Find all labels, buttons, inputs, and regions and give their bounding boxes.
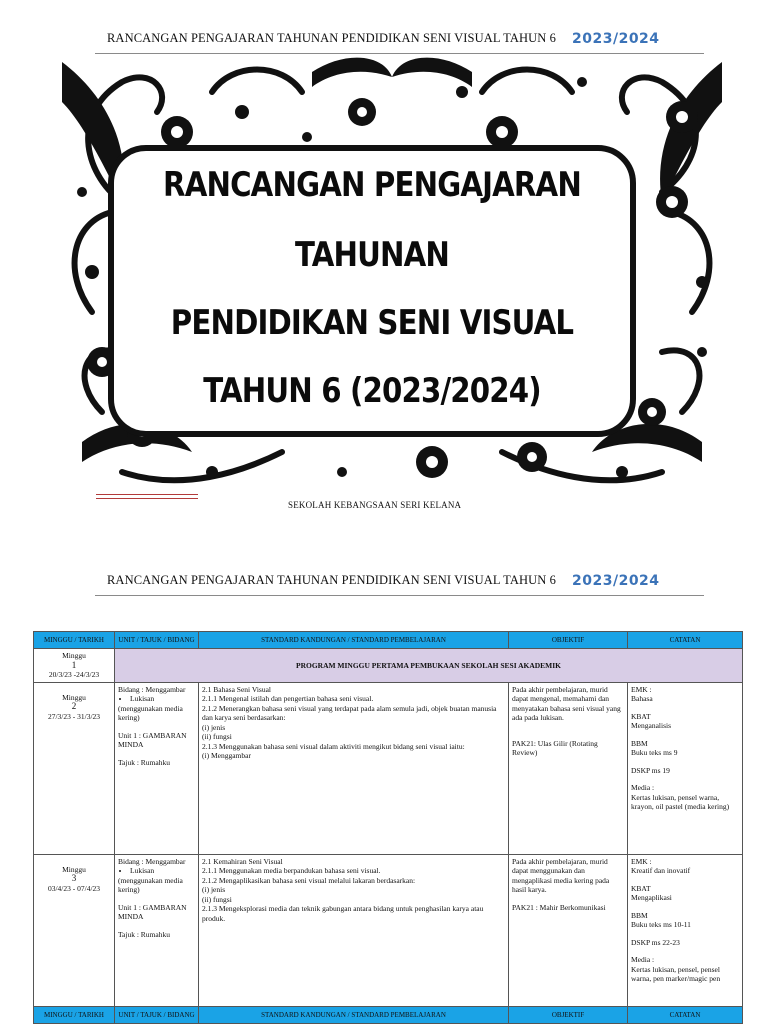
standard-line: 2.1 Kemahiran Seni Visual (202, 856, 283, 866)
table-row (34, 854, 743, 1006)
decorative-red-line (96, 494, 198, 499)
cover-title-line-2: TAHUNAN (294, 235, 450, 275)
note-line: BBM (631, 738, 648, 748)
standard-line: 2.1.1 Menggunakan media berpandukan bahasa seni visual. (202, 866, 381, 875)
unit-title: Unit 1 : GAMBARAN MINDA (118, 730, 187, 749)
col-header-standard: STANDARD KANDUNGAN / STANDARD PEMBELAJARAN (199, 632, 509, 649)
note-line: Media : (631, 955, 655, 964)
table-row (34, 649, 743, 683)
header-title: RANCANGAN PENGAJARAN TAHUNAN PENDIDIKAN SENI VISUAL TAHUN 6 (107, 573, 556, 587)
bullet-note: (menggunakan media kering) (118, 875, 183, 894)
objective-text: Pada akhir pembelajaran, murid dapat mengenal, memahami dan menyatakan bahasa seni visual yang ada pada lukisan. (512, 684, 621, 722)
week-number: 1 (71, 659, 77, 670)
school-name: SEKOLAH KEBANGSAAN SERI KELANA (288, 500, 462, 510)
objective-cell (509, 854, 628, 1006)
note-line: Kreatif dan inovatif (631, 866, 691, 875)
standard-line: 2.1.3 Mengeksplorasi media dan teknik gabungan antara bidang untuk penghasilan karya atau produk. (202, 904, 484, 923)
note-line: DSKP ms 19 (631, 765, 670, 775)
note-line: KBAT (631, 883, 651, 893)
week-label: Minggu (62, 692, 86, 702)
cover-title-line-1: RANCANGAN PENGAJARAN (163, 165, 581, 205)
lesson-plan-table (33, 631, 743, 1024)
col-header-unit: UNIT / TAJUK / BIDANG (115, 632, 199, 649)
week-dates: 03/4/23 - 07/4/23 (47, 883, 101, 893)
header-year: 2023/2024 (572, 31, 660, 47)
cover-title-line-3: PENDIDIKAN SENI VISUAL (170, 303, 574, 343)
week-label: Minggu (62, 864, 86, 874)
note-line: KBAT (631, 711, 651, 721)
table-header-row (34, 632, 743, 649)
standard-line: (ii) fungsi (202, 732, 232, 741)
objective-cell (509, 682, 628, 854)
col-header-notes: CATATAN (628, 632, 743, 649)
col-header-week: MINGGU / TARIKH (34, 1006, 115, 1023)
col-header-objective: OBJEKTIF (509, 632, 628, 649)
standard-line: (i) Menggambar (202, 751, 251, 760)
program-cell: PROGRAM MINGGU PERTAMA PEMBUKAAN SEKOLAH SESI AKADEMIK (115, 649, 743, 683)
standard-cell (199, 682, 509, 854)
standard-line: (ii) fungsi (202, 894, 232, 904)
standard-line: 2.1.2 Menerangkan bahasa seni visual yang terdapat pada alam semula jadi, objek buatan manusia dan karya seni berdasarkan: (202, 703, 497, 722)
week-dates: 27/3/23 - 31/3/23 (47, 711, 101, 721)
note-line: EMK : (631, 856, 652, 866)
notes-cell (628, 854, 743, 1006)
note-line: Mengaplikasi (631, 893, 672, 902)
pak21-text: PAK21: Ulas Gilir (Rotating Review) (512, 738, 598, 757)
bidang: Bidang : Menggambar (118, 684, 186, 694)
note-line: Kertas lukisan, pensel, pensel warna, pen marker/magic pen (631, 964, 721, 983)
notes-cell (628, 682, 743, 854)
header-rule (95, 595, 704, 596)
table-header-row-repeat (34, 1006, 743, 1023)
page-header-2 (0, 571, 768, 611)
standard-line: 2.1.3 Menggunakan bahasa seni visual dalam aktiviti mengikut bidang seni visual iaitu: (202, 741, 465, 751)
week-cell (34, 682, 115, 854)
bidang: Bidang : Menggambar (118, 856, 186, 866)
header-year: 2023/2024 (572, 573, 660, 589)
bullet-item: • Lukisan (130, 694, 195, 704)
standard-line: (i) jenis (202, 722, 226, 732)
unit-cell (115, 854, 199, 1006)
standard-line: 2.1 Bahasa Seni Visual (202, 684, 271, 694)
col-header-standard: STANDARD KANDUNGAN / STANDARD PEMBELAJARAN (199, 1006, 509, 1023)
cover-title-line-4: TAHUN 6 (2023/2024) (203, 371, 541, 411)
bullet-item: • Lukisan (130, 866, 195, 876)
note-line: Buku teks ms 9 (631, 748, 678, 757)
col-header-notes: CATATAN (628, 1006, 743, 1023)
unit-title: Unit 1 : GAMBARAN MINDA (118, 902, 187, 921)
note-line: Media : (631, 783, 655, 792)
week-cell (34, 649, 115, 683)
pak21-text: PAK21 : Mahir Berkomunikasi (512, 902, 606, 912)
note-line: EMK : (631, 684, 652, 694)
standard-line: (i) jenis (202, 885, 226, 894)
col-header-unit: UNIT / TAJUK / BIDANG (115, 1006, 199, 1023)
note-line: DSKP ms 22-23 (631, 937, 680, 947)
objective-text: Pada akhir pembelajaran, murid dapat menggunakan dan mengaplikasi media kering pada hasil karya. (512, 856, 610, 894)
bullet-note: (menggunakan media kering) (118, 703, 183, 722)
week-cell (34, 854, 115, 1006)
unit-cell (115, 682, 199, 854)
standard-line: 2.1.1 Mengenal istilah dan pengertian bahasa seni visual. (202, 694, 374, 703)
standard-line: 2.1.2 Mengaplikasikan bahasa seni visual melalui lakaran berdasarkan: (202, 875, 416, 885)
cover-title-box (108, 145, 636, 437)
note-line: Buku teks ms 10-11 (631, 920, 691, 929)
week-label: Minggu (62, 651, 86, 660)
table-row (34, 682, 743, 854)
topic: Tajuk : Rumahku (118, 757, 170, 767)
note-line: Bahasa (631, 694, 653, 703)
note-line: Menganalisis (631, 721, 671, 730)
note-line: Kertas lukisan, pensel warna, krayon, oil pastel (media kering) (631, 792, 730, 811)
topic: Tajuk : Rumahku (118, 929, 170, 939)
standard-cell (199, 854, 509, 1006)
col-header-objective: OBJEKTIF (509, 1006, 628, 1023)
header-title: RANCANGAN PENGAJARAN TAHUNAN PENDIDIKAN SENI VISUAL TAHUN 6 (107, 31, 556, 45)
col-header-week: MINGGU / TARIKH (34, 632, 115, 649)
week-dates: 20/3/23 -24/3/23 (48, 670, 100, 679)
week-number: 2 (71, 701, 77, 711)
note-line: BBM (631, 910, 648, 920)
week-number: 3 (71, 873, 77, 883)
